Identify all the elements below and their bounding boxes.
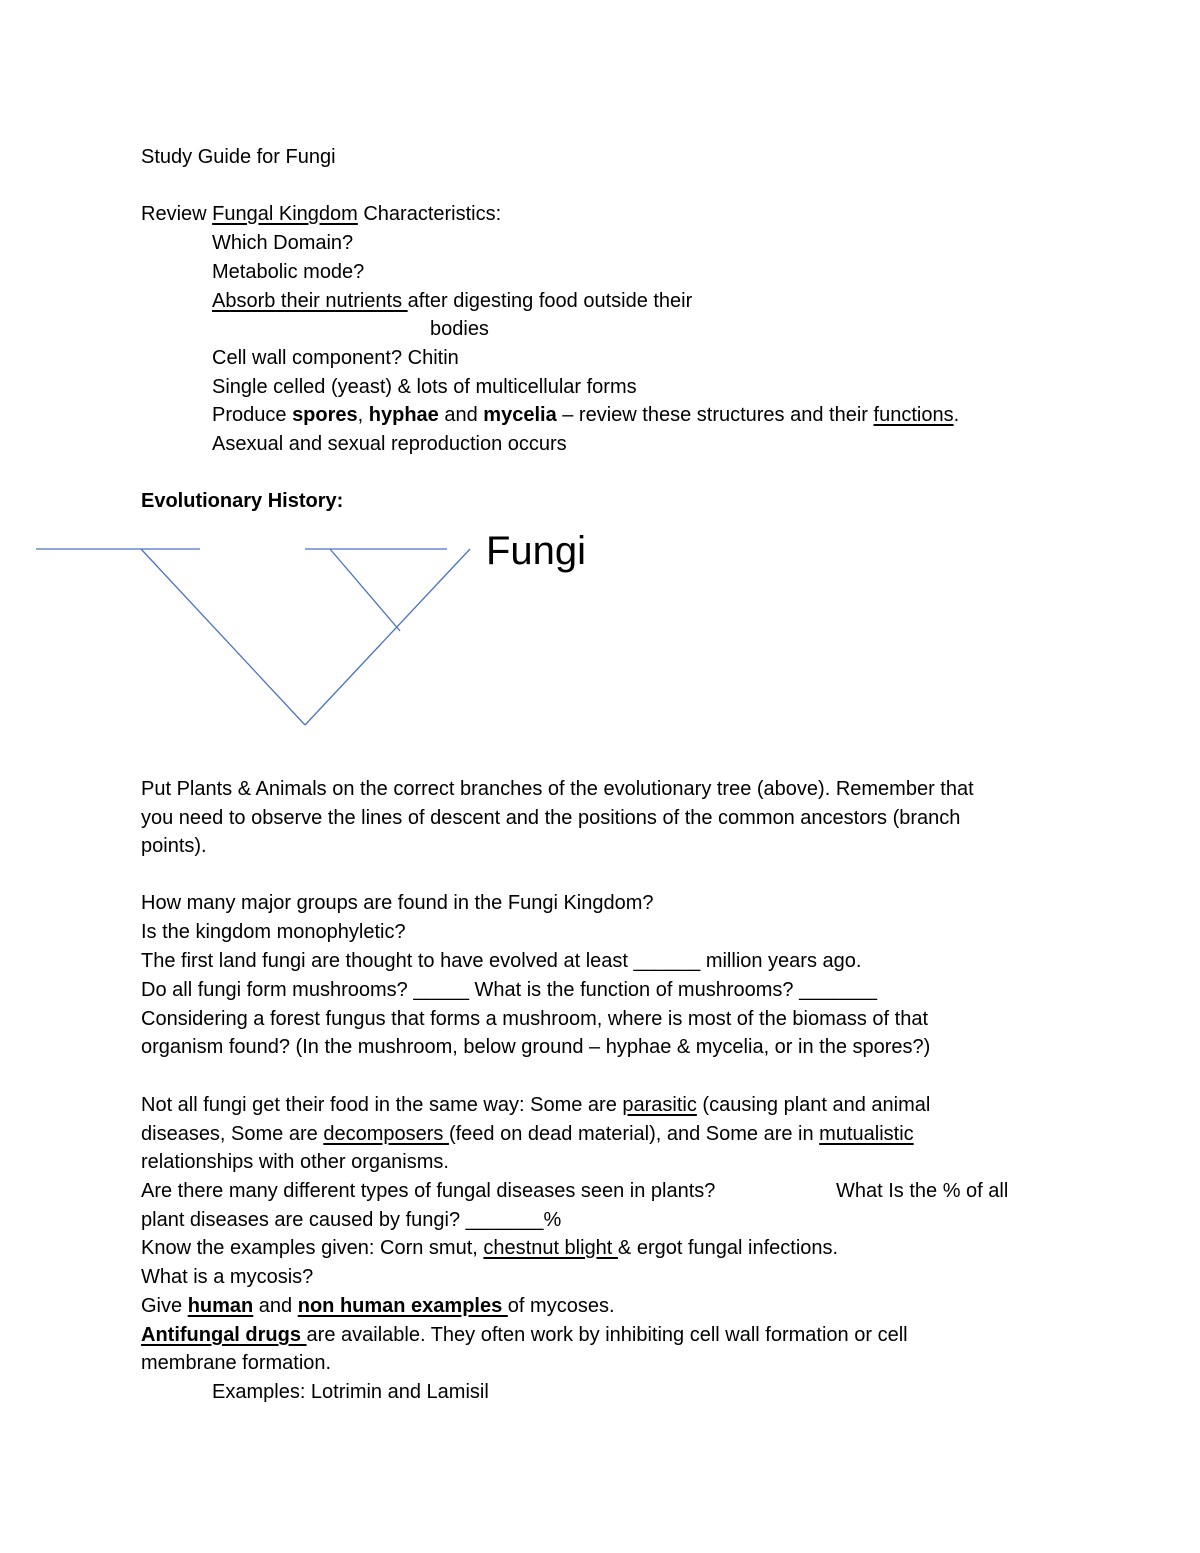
produce-line: [212, 401, 959, 429]
question-line: The first land fungi are thought to have evolved at least ______ million years ago.: [141, 950, 862, 972]
nutrition-text: of mycoses.: [507, 1295, 615, 1317]
functions-term: functions: [873, 404, 954, 426]
reproduction-line: Asexual and sexual reproduction occurs: [212, 433, 567, 455]
examples-line: Examples: Lotrimin and Lamisil: [212, 1381, 489, 1403]
nutrition-text: (causing plant and animal: [696, 1094, 931, 1116]
review-prefix: Review: [141, 203, 213, 225]
instruction-line-1: Put Plants & Animals on the correct branches of the evolutionary tree (above). Remember that: [141, 778, 974, 800]
page-title: Study Guide for Fungi: [141, 146, 336, 168]
nutrition-text: Give: [141, 1295, 188, 1317]
tree-right-descent: [305, 549, 470, 725]
nutrition-text: diseases, Some are: [141, 1123, 324, 1145]
nutrition-line-10: membrane formation.: [141, 1352, 332, 1374]
nutrition-text: Are there many different types of fungal diseases seen in plants?: [141, 1180, 716, 1202]
question-line: Do all fungi form mushrooms? _____ What is the function of mushrooms? _______: [141, 979, 877, 1001]
absorb-line: [212, 287, 692, 315]
fungal-kingdom-term: Fungal Kingdom: [212, 203, 358, 225]
antifungal-term: Antifungal drugs: [141, 1324, 307, 1346]
tree-left-descent: [141, 549, 305, 725]
nutrition-text: Know the examples given: Corn smut,: [141, 1237, 484, 1259]
mutualistic-term: mutualistic: [819, 1123, 914, 1145]
period: .: [953, 404, 960, 426]
question-line: Considering a forest fungus that forms a mushroom, where is most of the biomass of that: [141, 1008, 929, 1030]
nutrition-line-9: [141, 1321, 908, 1349]
nutrition-text: (feed on dead material), and Some are in: [448, 1123, 820, 1145]
nutrition-line-2: [141, 1120, 914, 1148]
single-celled-line: Single celled (yeast) & lots of multicellular forms: [212, 376, 637, 398]
produce-prefix: Produce: [212, 404, 293, 426]
nutrition-text: are available. They often work by inhibiting cell wall formation or cell: [306, 1324, 908, 1346]
nutrition-line-5: plant diseases are caused by fungi? _______%: [141, 1209, 562, 1231]
domain-question: Which Domain?: [212, 232, 354, 254]
comma-sep: ,: [357, 404, 369, 426]
mycelia-term: mycelia: [483, 404, 557, 426]
question-line: How many major groups are found in the Fungi Kingdom?: [141, 892, 654, 914]
nutrition-line-4: [141, 1177, 715, 1205]
nutrition-line-1: [141, 1091, 930, 1119]
parasitic-term: parasitic: [622, 1094, 697, 1116]
nutrition-text: and: [253, 1295, 298, 1317]
tree-inner-descent: [330, 549, 400, 631]
tree-fungi-label: Fungi: [486, 529, 587, 573]
instruction-line-2: you need to observe the lines of descent and the positions of the common ancestors (branch: [141, 807, 961, 829]
produce-rest: – review these structures and their: [556, 404, 874, 426]
absorb-term: Absorb their nutrients: [212, 290, 408, 312]
and-sep: and: [438, 404, 484, 426]
nutrition-text: & ergot fungal infections.: [617, 1237, 839, 1259]
nutrition-line-6: [141, 1234, 838, 1262]
chestnut-blight-term: chestnut blight: [483, 1237, 618, 1259]
nutrition-line-4b: What Is the % of all: [836, 1180, 1009, 1202]
cell-wall-line: Cell wall component? Chitin: [212, 347, 459, 369]
non-human-term: non human examples: [297, 1295, 508, 1317]
nutrition-line-7: What is a mycosis?: [141, 1266, 314, 1288]
instruction-line-3: points).: [141, 835, 207, 857]
evolution-heading: Evolutionary History:: [141, 490, 344, 512]
question-line: Is the kingdom monophyletic?: [141, 921, 406, 943]
absorb-continuation: bodies: [430, 318, 489, 340]
metabolic-question: Metabolic mode?: [212, 261, 365, 283]
nutrition-line-8: [141, 1292, 615, 1320]
absorb-rest: after digesting food outside their: [407, 290, 693, 312]
hyphae-term: hyphae: [368, 404, 439, 426]
review-suffix: Characteristics:: [357, 203, 502, 225]
question-line: organism found? (In the mushroom, below ground – hyphae & mycelia, or in the spores?): [141, 1036, 931, 1058]
nutrition-text: Not all fungi get their food in the same way: Some are: [141, 1094, 623, 1116]
nutrition-line-3: relationships with other organisms.: [141, 1151, 449, 1173]
spores-term: spores: [292, 404, 358, 426]
human-term: human: [187, 1295, 254, 1317]
decomposers-term: decomposers: [323, 1123, 449, 1145]
review-heading: [141, 200, 501, 228]
